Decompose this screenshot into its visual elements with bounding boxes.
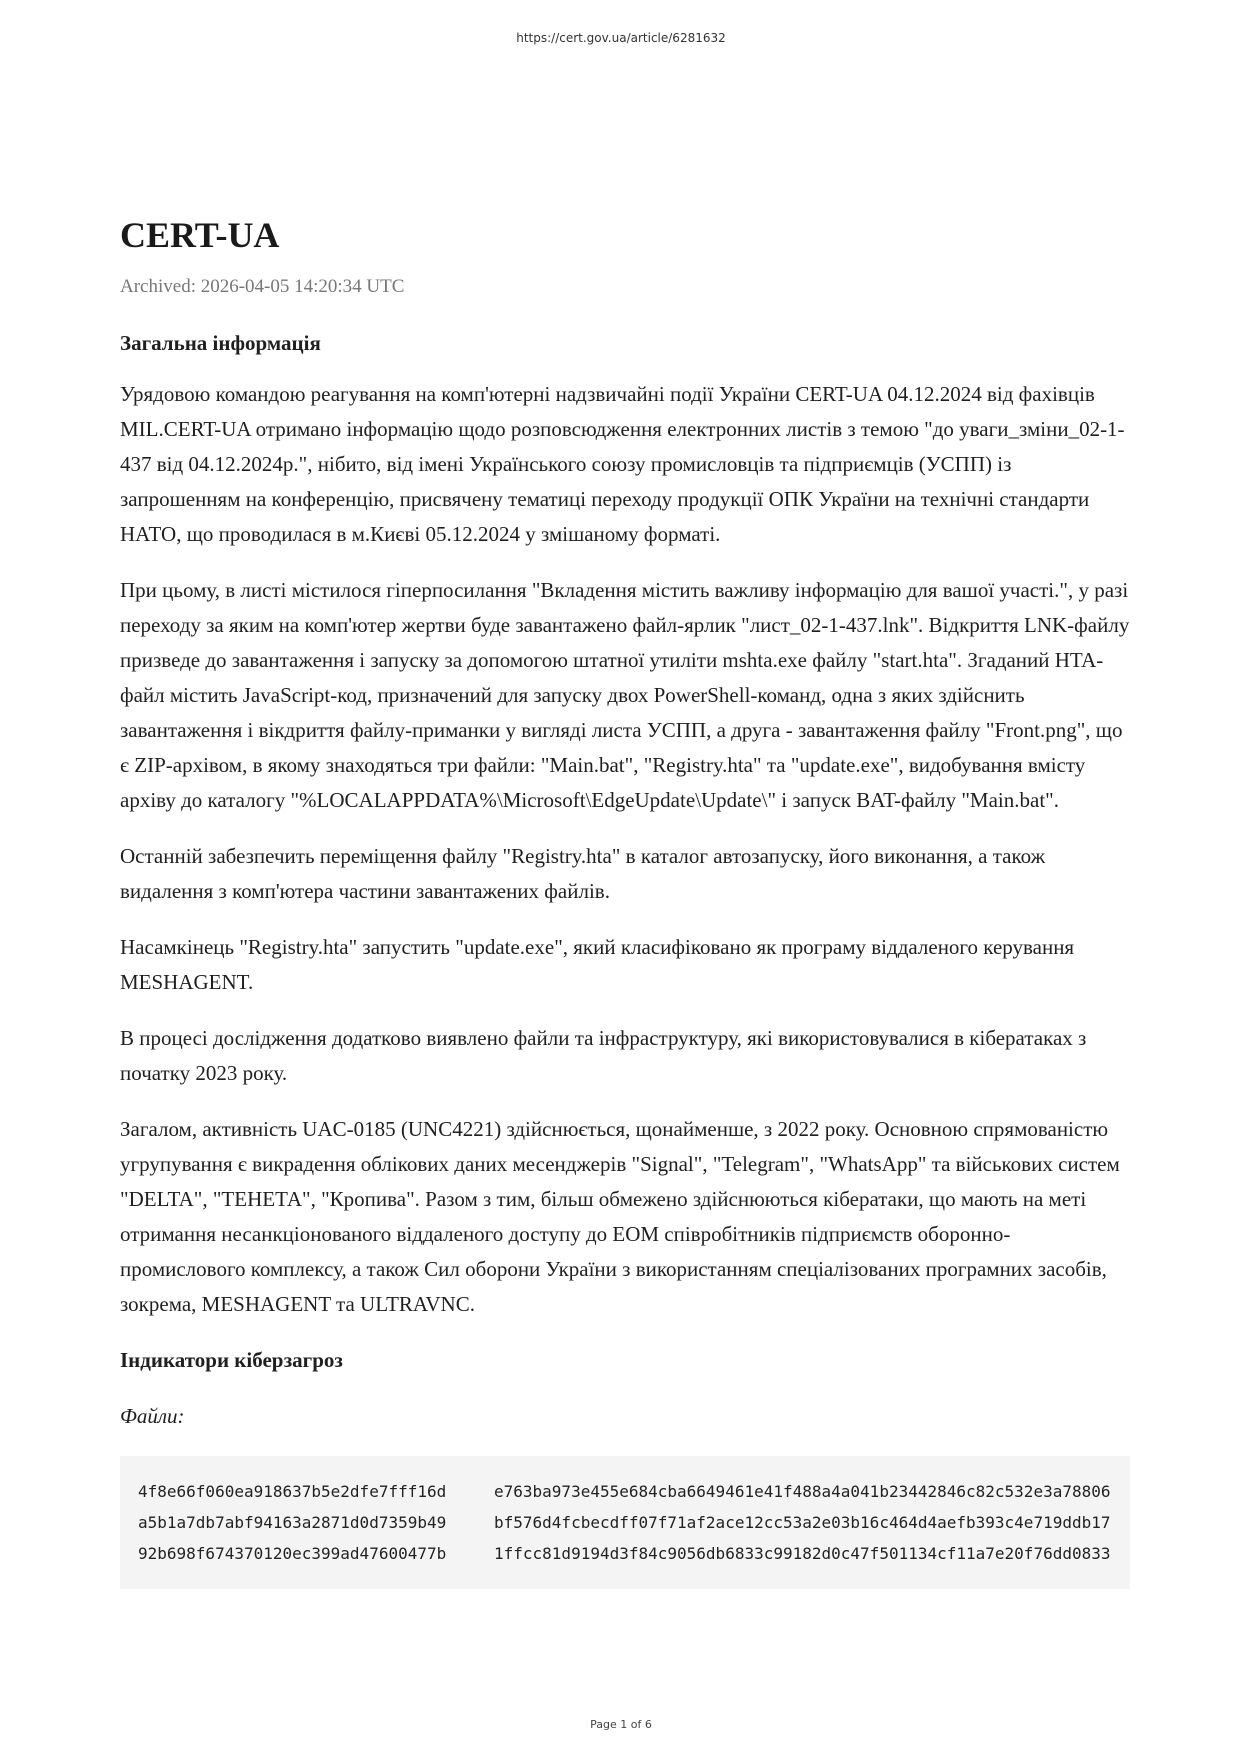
section-heading-indicators: Індикатори кіберзагроз	[120, 1348, 343, 1372]
md5-hash: a5b1a7db7abf94163a2871d0d7359b49	[138, 1513, 447, 1532]
sha256-hash: 1ffcc81d9194d3f84c9056db6833c99182d0c47f501134cf11a7e20f76dd0833	[494, 1544, 1111, 1563]
page-title: CERT-UA	[120, 215, 280, 255]
source-url: https://cert.gov.ua/article/6281632	[516, 31, 726, 45]
hash-row	[138, 1538, 1130, 1569]
hash-row	[138, 1476, 1130, 1507]
page-number: Page 1 of 6	[590, 1718, 652, 1731]
hash-row	[138, 1507, 1130, 1538]
sha256-hash: e763ba973e455e684cba6649461e41f488a4a041b23442846c82c532e3a78806	[494, 1482, 1111, 1501]
paragraph: Урядовою командою реагування на комп'ютерні надзвичайні події України CERT-UA 04.12.2024 від фахівців MIL.CERT-UA отримано інформацію щодо розповсюдження електронних листів з темою "до уваги_зміни_02-1-437 від 04.12.2024р.", нібито, від імені Українського союзу промисловців та підприємців (УСПП) із запрошенням на конференцію, присвячену тематиці переходу продукції ОПК України на технічні стандарти НАТО, що проводилася в м.Києві 05.12.2024 у змішаному форматі.	[120, 382, 1125, 546]
paragraph: Насамкінець "Registry.hta" запустить "update.exe", який класифіковано як програму віддаленого керування MESHAGENT.	[120, 935, 1075, 994]
paragraph: Останній забезпечить переміщення файлу "Registry.hta" в каталог автозапуску, його виконання, а також видалення з комп'ютера частини завантажених файлів.	[120, 844, 1046, 903]
article	[120, 210, 1130, 1589]
md5-hash: 4f8e66f060ea918637b5e2dfe7fff16d	[138, 1482, 447, 1501]
sha256-hash: bf576d4fcbecdff07f71af2ace12cc53a2e03b16c464d4aefb393c4e719ddb17	[494, 1513, 1111, 1532]
paragraph: Загалом, активність UAC-0185 (UNC4221) здійснюється, щонайменше, з 2022 року. Основною спрямованістю угрупування є викрадення облікових даних месенджерів "Signal", "Telegram", "WhatsApp" та військових систем "DELTA", "ТЕНЕТА", "Кропива". Разом з тим, більш обмежено здійснюються кібератаки, що мають на меті отримання несанкціонованого віддаленого доступу до ЕОМ співробітників підприємств оборонно-промислового комплексу, а також Сил оборони України з використанням спеціалізованих програмних засобів, зокрема, MESHAGENT та ULTRAVNC.	[120, 1117, 1120, 1316]
archived-timestamp: Archived: 2026-04-05 14:20:34 UTC	[120, 276, 405, 297]
section-heading-general-info: Загальна інформація	[120, 331, 321, 355]
paragraph: При цьому, в листі містилося гіперпосилання "Вкладення містить важливу інформацію для вашої участі.", у разі переходу за яким на комп'ютер жертви буде завантажено файл-ярлик "лист_02-1-437.lnk". Відкриття LNK-файлу призведе до завантаження і запуску за допомогою штатної утиліти mshta.exe файлу "start.hta". Згаданий HTA-файл містить JavaScript-код, призначений для запуску двох PowerShell-команд, одна з яких здійснить завантаження і вікдриття файлу-приманки у вигляді листа УСПП, а друга - завантаження файлу "Front.png", що є ZIP-архівом, в якому знаходяться три файли: "Main.bat", "Registry.hta" та "update.exe", видобування вмісту архіву до каталогу "%LOCALAPPDATA%\Microsoft\EdgeUpdate\Update\" і запуск BAT-файлу "Main.bat".	[120, 578, 1130, 812]
hash-code-block	[120, 1456, 1130, 1589]
paragraph: В процесі дослідження додатково виявлено файли та інфраструктуру, які використовувалися в кібератаках з початку 2023 року.	[120, 1026, 1087, 1085]
md5-hash: 92b698f674370120ec399ad47600477b	[138, 1544, 447, 1563]
files-label: Файли:	[120, 1404, 185, 1428]
